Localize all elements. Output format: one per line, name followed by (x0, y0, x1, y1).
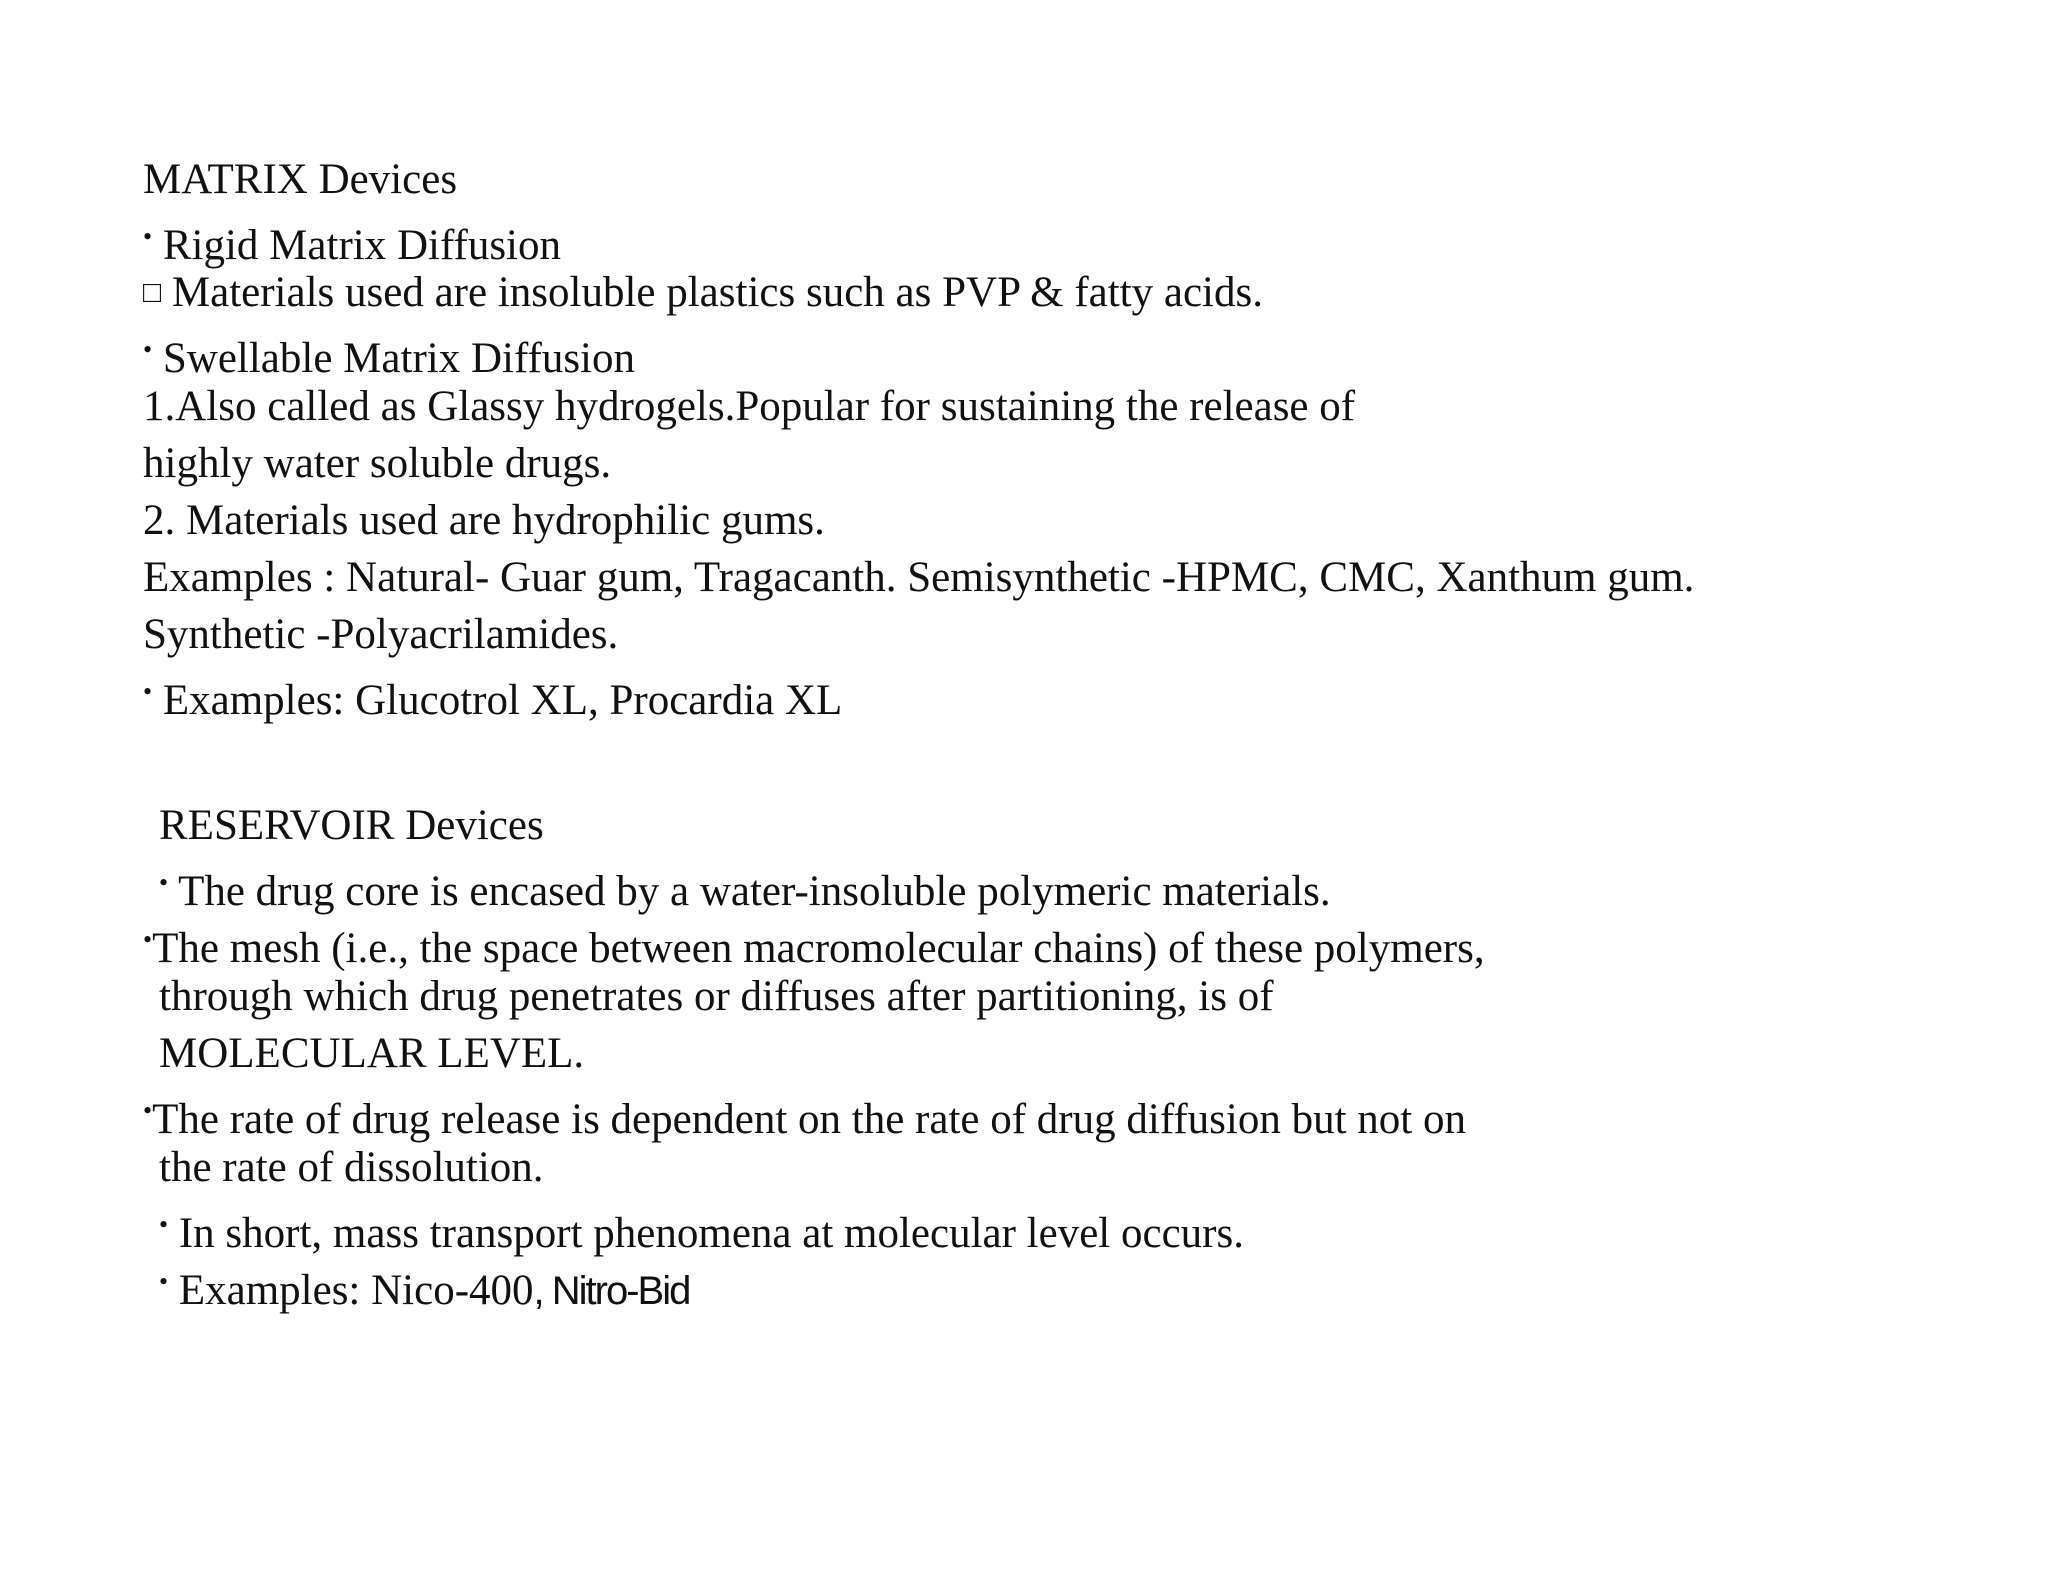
rigid-matrix-material (143, 265, 1263, 321)
reservoir-drug-core (159, 855, 1331, 920)
bullet-icon: • (143, 222, 153, 251)
bullet-icon: • (143, 335, 153, 364)
reservoir-heading: RESERVOIR Devices (159, 802, 544, 849)
gum-examples-line-2: Synthetic -Polyacrilamides. (143, 611, 619, 658)
reservoir-mesh-line-2: through which drug penetrates or diffuses after partitioning, is of (159, 973, 1274, 1020)
reservoir-mesh-line-1 (143, 912, 1485, 977)
swellable-matrix-item (143, 322, 635, 387)
reservoir-brand-examples-suffix: , Nitro-Bid (533, 1269, 690, 1313)
bullet-icon: • (143, 677, 153, 706)
bullet-icon: • (159, 1210, 169, 1239)
rigid-matrix-title: Rigid Matrix Diffusion (152, 222, 562, 269)
reservoir-brand-examples-prefix: Examples: Nico-400 (168, 1267, 534, 1314)
reservoir-drug-core-text: The drug core is encased by a water-insoluble polymeric materials. (168, 868, 1331, 915)
checkbox-square-icon: □ (143, 276, 162, 309)
reservoir-brand-examples (159, 1254, 689, 1319)
swellable-matrix-title: Swellable Matrix Diffusion (152, 335, 635, 382)
bullet-icon: • (143, 925, 153, 954)
reservoir-rate-text-1: The rate of drug release is dependent on the rate of drug diffusion but not on (152, 1096, 1467, 1143)
swellable-point-1-line-1: 1.Also called as Glassy hydrogels.Popular for sustaining the release of (143, 383, 1356, 430)
reservoir-mesh-line-3: MOLECULAR LEVEL. (159, 1030, 585, 1077)
bullet-icon: • (143, 1096, 153, 1125)
bullet-icon: • (159, 868, 169, 897)
reservoir-rate-line-2: the rate of dissolution. (159, 1144, 544, 1191)
swellable-point-1-line-2: highly water soluble drugs. (143, 440, 612, 487)
rigid-matrix-material-text: Materials used are insoluble plastics such as PVP & fatty acids. (161, 269, 1263, 316)
reservoir-short-text: In short, mass transport phenomena at molecular level occurs. (168, 1210, 1244, 1257)
reservoir-short (159, 1197, 1244, 1262)
reservoir-mesh-text-1: The mesh (i.e., the space between macromolecular chains) of these polymers, (152, 925, 1485, 972)
bullet-icon: • (159, 1267, 169, 1296)
gum-examples-line-1: Examples : Natural- Guar gum, Tragacanth. Semisynthetic -HPMC, CMC, Xanthum gum. (143, 554, 1695, 601)
matrix-brand-examples (143, 664, 842, 729)
matrix-brand-examples-text: Examples: Glucotrol XL, Procardia XL (152, 677, 843, 724)
swellable-point-2: 2. Materials used are hydrophilic gums. (143, 497, 825, 544)
matrix-heading: MATRIX Devices (143, 156, 458, 203)
reservoir-rate-line-1 (143, 1083, 1466, 1148)
